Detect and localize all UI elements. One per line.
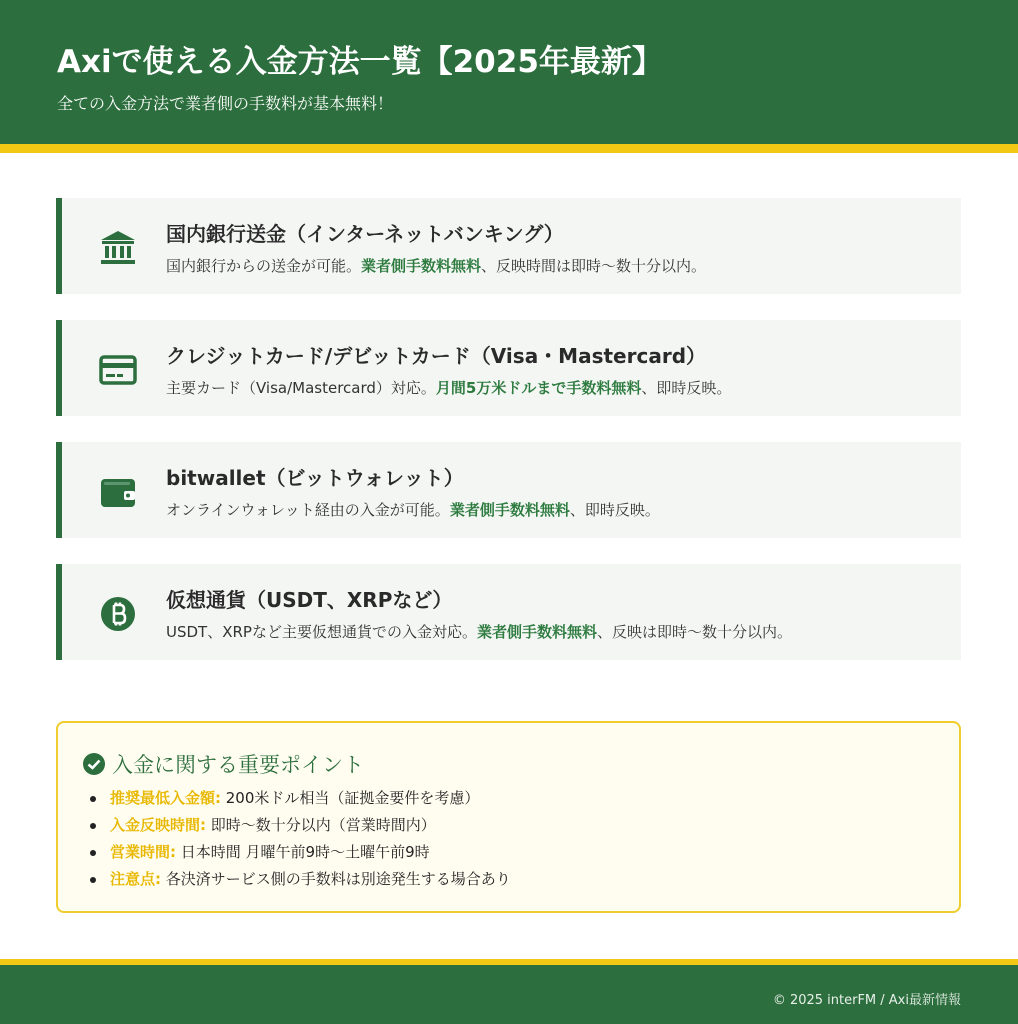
method-title: クレジットカード/デビットカード（Visa・Mastercard） [166,344,707,368]
point-label: 入金反映時間: [110,816,206,834]
method-description: USDT、XRPなど主要仮想通貨での入金対応。業者側手数料無料、反映は即時〜数十分以内。 [166,623,792,641]
point-text: 200米ドル相当（証拠金要件を考慮） [221,789,480,807]
copyright-text: © 2025 interFM / Axi最新情報 [772,993,961,1008]
method-title: 国内銀行送金（インターネットバンキング） [166,222,564,246]
point-label: 営業時間: [110,843,176,861]
points-title: 入金に関する重要ポイント [112,753,364,777]
list-item [88,839,511,866]
method-card-bank-transfer [56,198,961,294]
bitcoin-icon [98,594,138,634]
point-label: 推奨最低入金額: [110,789,221,807]
point-text: 日本時間 月曜午前9時〜土曜午前9時 [176,843,430,861]
fee-highlight: 業者側手数料無料 [449,501,570,519]
deposit-methods-list [56,198,961,686]
page-title: Axiで使える入金方法一覧【2025年最新】 [57,44,663,80]
list-item [88,785,511,812]
point-text: 各決済サービス側の手数料は別途発生する場合あり [161,870,511,888]
method-title: bitwallet（ビットウォレット） [166,466,464,490]
check-circle-icon [82,752,106,776]
method-card-credit-card [56,320,961,416]
fee-highlight: 業者側手数料無料 [476,623,597,641]
list-item [88,812,511,839]
page-footer [0,959,1018,1024]
important-points-box [56,721,961,913]
point-label: 注意点: [110,870,161,888]
fee-highlight: 業者側手数料無料 [361,257,482,275]
method-description: 主要カード（Visa/Mastercard）対応。月間5万米ドルまで手数料無料、即時反映。 [166,379,732,397]
method-card-bitwallet [56,442,961,538]
points-heading [82,749,364,779]
method-title: 仮想通貨（USDT、XRPなど） [166,588,453,612]
list-item [88,866,511,893]
page-header [0,0,1018,153]
bank-icon [98,228,138,268]
points-list [88,785,511,893]
wallet-icon [98,472,138,512]
fee-highlight: 月間5万米ドルまで手数料無料 [435,379,642,397]
method-card-crypto [56,564,961,660]
method-description: 国内銀行からの送金が可能。業者側手数料無料、反映時間は即時〜数十分以内。 [166,257,707,275]
page-subtitle: 全ての入金方法で業者側の手数料が基本無料！ [57,94,394,113]
point-text: 即時〜数十分以内（営業時間内） [206,816,436,834]
method-description: オンラインウォレット経由の入金が可能。業者側手数料無料、即時反映。 [166,501,660,519]
credit-card-icon [98,350,138,390]
